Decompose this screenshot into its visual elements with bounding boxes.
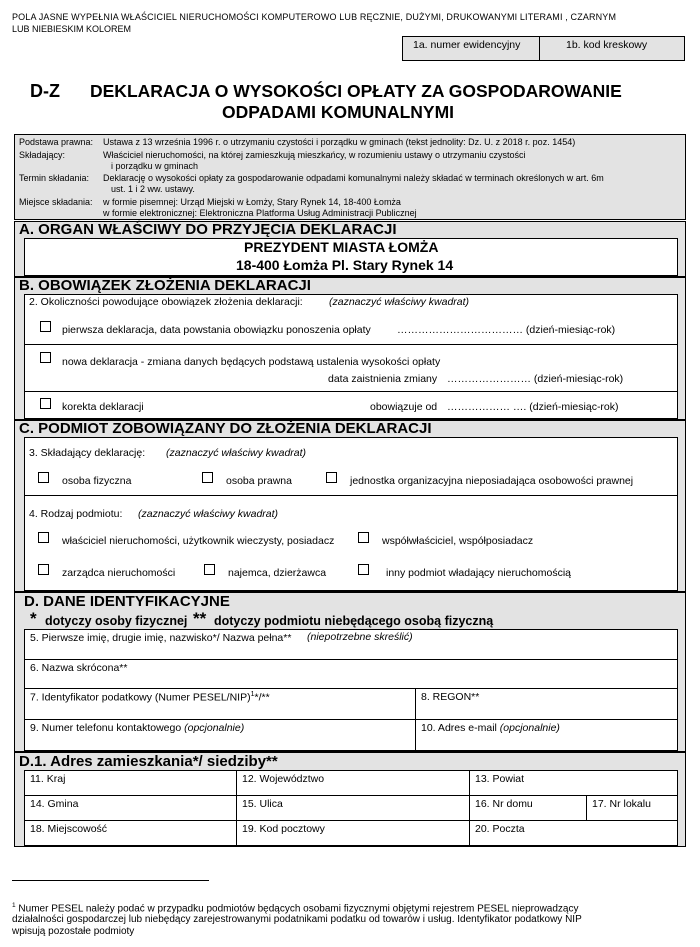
podstawa-label: Podstawa prawna: (19, 137, 94, 147)
checkbox-organizational-unit[interactable] (326, 472, 337, 483)
footnote-line3: wpisują pozostałe podmioty (12, 926, 135, 937)
checkbox-natural-person[interactable] (38, 472, 49, 483)
opt-correction-sub: obowiązuje od (370, 401, 438, 413)
email-field[interactable] (415, 719, 678, 751)
tax-id-label-wrap (30, 691, 270, 704)
checkbox-manager[interactable] (38, 564, 49, 575)
street-label: 15. Ulica (242, 798, 283, 810)
checkbox-first-declaration[interactable] (40, 321, 51, 332)
q4-co-owner: współwłaściciel, współposiadacz (382, 535, 534, 547)
divider (24, 495, 678, 496)
q4-hint: (zaznaczyć właściwy kwadrat) (138, 508, 279, 520)
section-a-title: A. ORGAN WŁAŚCIWY DO PRZYJĘCIA DEKLARACJI (19, 221, 397, 238)
short-name-field[interactable] (24, 659, 678, 689)
form-title-line1: DEKLARACJA O WYSOKOŚCI OPŁATY ZA GOSPODAROWANIE (90, 81, 622, 101)
opt-first-declaration-date: ……………………………… (dzień-miesiąc-rok) (397, 324, 616, 336)
termin-value1: Deklarację o wysokości opłaty za gospodarowanie odpadami komunalnymi należy składać w terminach określonych w art. 6m (103, 173, 604, 183)
apartment-number-field[interactable] (586, 795, 678, 821)
star-two-text: dotyczy podmiotu niebędącego osobą fizyczną (214, 614, 494, 628)
street-field[interactable] (236, 795, 470, 821)
q4-tenant: najemca, dzierżawca (228, 567, 327, 579)
apartment-number-label: 17. Nr lokalu (592, 798, 651, 810)
podstawa-value: Ustawa z 13 września 1996 r. o utrzymaniu czystości i porządku w gminach (tekst jednolity: Dz. U. z 2018 r. poz. 1454) (103, 137, 576, 147)
star-one: * (30, 609, 37, 628)
tax-id-suffix: */** (254, 691, 270, 704)
county-field[interactable] (469, 770, 678, 796)
q3-organizational-unit: jednostka organizacyjna nieposiadająca osobowości prawnej (350, 475, 634, 487)
q3-legal-person: osoba prawna (226, 475, 292, 487)
tax-id-footnote-ref: 1 (250, 691, 255, 698)
country-label: 11. Kraj (30, 773, 66, 785)
miejsce-value1: w formie pisemnej: Urząd Miejski w Łomży, Stary Rynek 14, 18-400 Łomża (103, 197, 401, 207)
city-field[interactable] (24, 820, 237, 846)
footnote-divider (12, 880, 209, 881)
q3-label: 3. Składający deklarację: (29, 447, 146, 459)
full-name-hint: (niepotrzebne skreślić) (307, 631, 413, 643)
organ-line1: PREZYDENT MIASTA ŁOMŻA (244, 239, 439, 255)
phone-hint: (opcjonalnie) (184, 722, 245, 734)
divider (24, 344, 678, 345)
phone-label: 9. Numer telefonu kontaktowego (30, 722, 182, 734)
termin-label: Termin składania: (19, 173, 90, 183)
star-two: ** (193, 609, 207, 628)
footnote-marker: 1 (12, 902, 16, 909)
divider (24, 391, 678, 392)
opt-correction-date: ……………… …. (dzień-miesiąc-rok) (447, 401, 619, 413)
checkbox-owner[interactable] (38, 532, 49, 543)
phone-label-wrap (30, 722, 244, 734)
section-c-title: C. PODMIOT ZOBOWIĄZANY DO ZŁOŻENIA DEKLARACJI (19, 420, 432, 437)
commune-label: 14. Gmina (30, 798, 79, 810)
footnote-line1-text: Numer PESEL należy podać w przypadku podmiotów będących osobami fizycznymi objętymi rejestrem PESEL nieprowadzący (18, 903, 579, 915)
section-d1-title: D.1. Adres zamieszkania*/ siedziby** (19, 753, 278, 770)
opt-new-declaration-date: …………………… (dzień-miesiąc-rok) (447, 373, 624, 385)
checkbox-other-entity[interactable] (358, 564, 369, 575)
full-name-label: 5. Pierwsze imię, drugie imię, nazwisko*/ Nazwa pełna** (30, 632, 292, 644)
opt-first-declaration: pierwsza deklaracja, data powstania obowiązku ponoszenia opłaty (62, 324, 371, 336)
opt-new-declaration: nowa deklaracja - zmiana danych będących podstawą ustalenia wysokości opłaty (62, 356, 441, 368)
opt-new-declaration-sub: data zaistnienia zmiany (328, 373, 438, 385)
checkbox-legal-person[interactable] (202, 472, 213, 483)
voivodeship-field[interactable] (236, 770, 470, 796)
evidence-number-field[interactable] (402, 36, 540, 61)
barcode-field[interactable] (539, 36, 685, 61)
tax-id-label: 7. Identyfikator podatkowy (Numer PESEL/NIP) (30, 691, 251, 704)
miejsce-value2: w formie elektronicznej: Elektroniczna Platforma Usług Administracji Publicznej (103, 208, 417, 218)
checkbox-new-declaration[interactable] (40, 352, 51, 363)
opt-correction: korekta deklaracji (62, 401, 144, 413)
post-office-field[interactable] (469, 820, 678, 846)
tax-id-field[interactable] (24, 688, 416, 720)
postal-code-field[interactable] (236, 820, 470, 846)
q2-label: 2. Okoliczności powodujące obowiązek złożenia deklaracji: (29, 296, 303, 308)
footnote-line1 (12, 902, 578, 914)
skladajacy-value1: Właściciel nieruchomości, na której zamieszkują mieszkańcy, w rozumieniu ustawy o utrzymaniu czystości (103, 150, 526, 160)
evidence-number-label: 1a. numer ewidencyjny (413, 39, 521, 51)
q4-other-entity: inny podmiot władający nieruchomością (386, 567, 572, 579)
q3-natural-person: osoba fizyczna (62, 475, 132, 487)
q3-hint: (zaznaczyć właściwy kwadrat) (166, 447, 307, 459)
email-label-wrap (421, 722, 560, 734)
termin-value2: ust. 1 i 2 ww. ustawy. (111, 184, 195, 194)
organ-line2: 18-400 Łomża Pl. Stary Rynek 14 (236, 257, 454, 273)
form-title-line2: ODPADAMI KOMUNALNYMI (222, 102, 455, 122)
county-label: 13. Powiat (475, 773, 525, 785)
voivodeship-label: 12. Województwo (242, 773, 325, 785)
checkbox-tenant[interactable] (204, 564, 215, 575)
instruction-line2: LUB NIEBIESKIM KOLOREM (12, 24, 132, 34)
instruction-line1: POLA JASNE WYPEŁNIA WŁAŚCICIEL NIERUCHOMOŚCI KOMPUTEROWO LUB RĘCZNIE, DUŻYMI, DRUKOWANYMI LITERAMI , CZARNYM (12, 12, 617, 22)
checkbox-co-owner[interactable] (358, 532, 369, 543)
miejsce-label: Miejsce składania: (19, 197, 93, 207)
skladajacy-label: Składający: (19, 150, 66, 160)
q4-manager: zarządca nieruchomości (62, 567, 176, 579)
house-number-label: 16. Nr domu (475, 798, 533, 810)
q2-hint: (zaznaczyć właściwy kwadrat) (329, 296, 470, 308)
section-b-title: B. OBOWIĄZEK ZŁOŻENIA DEKLARACJI (19, 277, 311, 294)
barcode-label: 1b. kod kreskowy (566, 39, 648, 51)
post-office-label: 20. Poczta (475, 823, 525, 835)
phone-field[interactable] (24, 719, 416, 751)
country-field[interactable] (24, 770, 237, 796)
q4-owner: właściciel nieruchomości, użytkownik wieczysty, posiadacz (62, 535, 335, 547)
q4-label: 4. Rodzaj podmiotu: (29, 508, 123, 520)
footnote-line2: działalności gospodarczej lub niebędący zarejestrowanymi podatnikami podatku od towarów i usług. Identyfikator podatkowy NIP (12, 914, 582, 925)
regon-label: 8. REGON** (421, 691, 480, 703)
email-hint: (opcjonalnie) (499, 722, 560, 734)
skladajacy-value2: i porządku w gminach (111, 161, 199, 171)
short-name-label: 6. Nazwa skrócona** (30, 662, 128, 674)
checkbox-correction[interactable] (40, 398, 51, 409)
house-number-field[interactable] (469, 795, 587, 821)
email-label: 10. Adres e-mail (421, 722, 497, 734)
regon-field[interactable] (415, 688, 678, 720)
star-one-text: dotyczy osoby fizycznej (45, 614, 188, 628)
city-label: 18. Miejscowość (30, 823, 108, 835)
form-code: D-Z (30, 81, 60, 101)
section-d-title: D. DANE IDENTYFIKACYJNE (24, 593, 230, 610)
commune-field[interactable] (24, 795, 237, 821)
postal-code-label: 19. Kod pocztowy (242, 823, 325, 835)
